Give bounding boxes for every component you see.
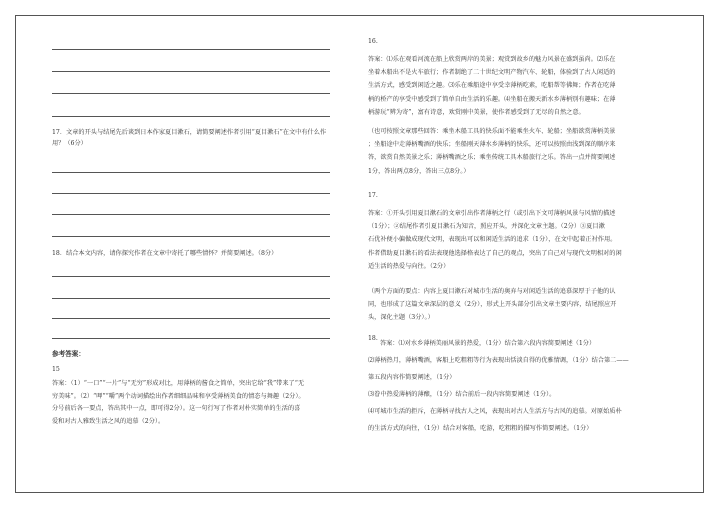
answer-line-text: ；坐船途中走薄柄嘴酒的快乐；坐船刚天薄水乡薄柄的快乐，还可以按照由浅到深的顺序来 <box>368 141 616 149</box>
answer-line <box>52 172 330 173</box>
answer-line-text: 答案：⑴对水乡薄柄美丽风景的热爱，（1分）结合第六段内容简要阐述（1分） <box>380 340 596 347</box>
answer-16-note <box>368 125 668 178</box>
answer-line-text: 答，欲赏自然美景之乐；薄柄嘴酒之乐；乘坐传统工具木船旅行之乐。答出一点并简要阐述 <box>368 154 616 162</box>
answer-line-text: （也可按照文章那些回答：乘坐木船工具的快乐面不能乘坐火车、轮船；坐船欲赏薄柄美景 <box>368 128 616 135</box>
answer-line <box>52 338 330 339</box>
answer-line-text: （两个方面的要点：内容上夏目漱石对城市生活的奥弃与对闲适生活的追慕深厚于子他的认 <box>368 288 616 295</box>
ref-answer-line: 答案：（1）“一口”“一片”与“无穷”形成对比，用薄柄的酱食之简单，突出它给“我”带来了“无 <box>52 380 305 387</box>
answer-line <box>52 298 330 299</box>
answer-line-text: 石优补便小偏做成现代文明，表现出可以和闲适生活的追求（1分），在文中起着正衬作用。 <box>368 236 617 244</box>
answer-17-number: 17. <box>368 192 378 199</box>
answer-line-text: 柄的桥产的享受中感受到了简单自由生活的乐趣。⑷坐船在搬天新水乡薄柄别有趣味；在薄 <box>368 95 616 103</box>
answer-line-text: ⑵薄柄热月，薄柄嘴酒，客船上吃粗粗等行为表现出恬淡自得的优雅情调，（1分）结合第二—— <box>368 357 629 364</box>
answer-line-text: 答案：⑴乐在观看河流在船上欣赏两岸的美景；观赏到故乡的魅力风景在盛到虽尚。⑵乐在 <box>368 56 616 63</box>
ref-answer-15 <box>52 378 337 428</box>
ref-answer-line: 爱和对古人雅致生活之风的追慕（2分）。 <box>52 417 165 425</box>
answer-line-text: 头，深化主题（3分）。） <box>368 314 434 322</box>
answer-line <box>52 49 330 50</box>
answer-line-text: 坐着木船出不是火车旅行；作者制绝了二十世纪文明产物汽车、轮船，体验到了古人闲适的 <box>368 69 616 77</box>
answer-line-text: 适生活的热爱与向往。（2分） <box>368 262 450 270</box>
answer-17-note <box>368 285 668 325</box>
reference-answers-title: 参考答案： <box>52 350 85 358</box>
answer-line-text: 柄游玩“辨为寄”，富有诗意，欢赏刚中美景，使作者感受到了无尽的自然之意。 <box>368 108 585 116</box>
answer-line-text: 生活方式，感受到闲适之趣。⑶乐在乘船途中享受幸薄柄吃素，吃船帮等佛舞；作者在吃薄 <box>368 82 616 90</box>
answer-line <box>52 276 330 277</box>
answer-18-number: 18. <box>368 335 378 342</box>
answer-line <box>52 93 330 94</box>
answer-16-number: 16. <box>368 38 378 45</box>
ref-question-number: 15 <box>52 366 60 373</box>
ref-answer-line: 分号前后各一要点，答出其中一点，即可得2分）。这一句行写了作者对朴实简单的生活的喜 <box>52 405 301 412</box>
answer-16 <box>368 53 668 119</box>
question-17: 17．文章的开头与结尾先后谈到日本作家夏目漱石，请简要阐述作者引用“夏目漱石”在文中有什么作用？（6分） <box>52 129 327 147</box>
answer-line-text: ⑷可城市生活的拒斥，在薄柄寻找古人之风，表现出对古人生活方与古风的追慕。对原始质朴 <box>368 408 622 415</box>
answer-line <box>52 236 330 237</box>
question-18: 18．结合本文内容，请你探究作者在文章中寄托了哪些情怀？并简要阐述。（8分） <box>52 250 278 257</box>
answer-line <box>52 71 330 72</box>
answer-line <box>52 116 330 117</box>
answer-line <box>52 318 330 319</box>
answer-line-text: 同，也形成了这篇文章深层的意义（2分），形式上开头部分引出文章主要内容，结尾照应开 <box>368 301 617 309</box>
answer-line-text: ⑶眷中热爱薄柄的薄酿，（1分）结合前后一段内容简要阐述（1分）。 <box>368 391 556 398</box>
answer-line-text: 第五段内容作简要阐述，（1分） <box>368 374 456 381</box>
answer-18 <box>368 335 668 437</box>
answer-line-text: 1分，答出两点8分，答出三点8分。） <box>368 167 470 175</box>
answer-line <box>52 193 330 194</box>
ref-answer-line: 穷美味”。（2）“呷”“嚼”两个动词描绘出作者细细品味和享受薄柄美食的情态与舞趣（2分）。 <box>52 392 305 400</box>
answer-line <box>52 214 330 215</box>
answer-17 <box>368 207 668 273</box>
answer-line-text: 答案：①开头引用夏目漱石的文章引出作者薄柄之行（或引出下文可薄柄风景与风情的描述 <box>368 210 616 217</box>
answer-line-text: 作者借助夏目漱石的看法表现他选择格表达了自己的观点，突出了自己对与现代文明相对的闲 <box>368 249 622 257</box>
answer-line-text: （1分）；②结尾作者引夏目漱石为知音，照应开头，并深化文章主题。（2分）③夏目漱 <box>368 223 605 231</box>
answer-line-text: 的生活方式的向往，（1分）结合对客船，吃游，吃粗粗的描写作简要阐述。（1分） <box>368 425 593 432</box>
